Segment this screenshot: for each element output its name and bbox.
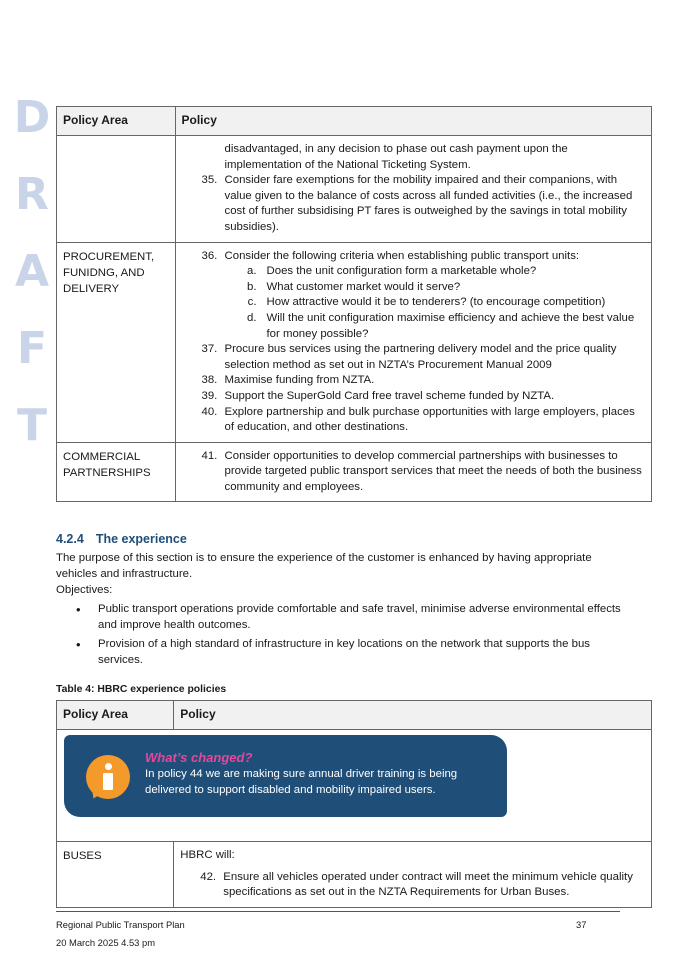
watermark-letter: F	[16, 323, 48, 374]
section-heading	[56, 532, 187, 546]
table-caption: Table 4: HBRC experience policies	[56, 684, 227, 695]
draft-watermark	[12, 92, 52, 452]
policy-cell	[175, 442, 651, 502]
footer-doc-title: Regional Public Transport Plan	[56, 919, 185, 930]
policy-item: 39. Support the SuperGold Card free travel scheme funded by NZTA.	[201, 389, 555, 402]
policy-item: 38. Maximise funding from NZTA.	[201, 374, 375, 387]
footer-date: 20 March 2025 4.53 pm	[56, 937, 156, 948]
policy-item: 35. Consider fare exemptions for the mobility impaired and their companions, with value given to the balance of costs across all funded activities (i.e., the increased cost of further subsidising PT fares is outweighed by the savings in total mobility subsidies).	[201, 174, 633, 233]
policy-cell	[175, 242, 651, 442]
page-number: 37	[576, 919, 587, 930]
watermark-letter: R	[15, 169, 49, 220]
list-item: • Provision of a high standard of infrastructure in key locations on the network that supports the bus services.	[56, 637, 621, 668]
table-row	[57, 242, 652, 442]
section-intro: The purpose of this section is to ensure the experience of the customer is enhanced by having appropriate vehicles and infrastructure.	[56, 552, 592, 580]
sub-item: a. Does the unit configuration form a marketable whole?	[247, 265, 537, 278]
table-row	[57, 842, 652, 908]
sub-item: b. What customer market would it serve?	[247, 280, 461, 293]
policy-cell	[175, 136, 651, 243]
section-title: The experience	[95, 532, 187, 546]
watermark-letter: D	[13, 92, 51, 143]
objectives-list	[56, 602, 621, 672]
table-row	[57, 442, 652, 502]
callout-text: In policy 44 we are making sure annual driver training is being delivered to support disabled and mobility impaired users.	[145, 768, 458, 796]
policy-continued-text: disadvantaged, in any decision to phase out cash payment upon the implementation of the National Ticketing System.	[224, 143, 568, 171]
policy-area-cell: BUSES	[57, 842, 174, 908]
table-row	[57, 136, 652, 243]
policy-item: 42. Ensure all vehicles operated under contract will meet the minimum vehicle quality specifications as set out in the NZTA Requirements for Urban Buses.	[200, 870, 633, 899]
header-policy-area: Policy Area	[57, 107, 176, 136]
header-policy: Policy	[175, 107, 651, 136]
callout-title: What’s changed?	[145, 750, 253, 765]
header-policy: Policy	[174, 701, 652, 730]
policy-area-cell: PROCUREMENT, FUNIDNG, AND DELIVERY	[57, 242, 176, 442]
policy-area-cell	[57, 136, 176, 243]
section-number: 4.2.4	[56, 532, 84, 546]
policy-area-cell: COMMERCIAL PARTNERSHIPS	[57, 442, 176, 502]
watermark-letter: T	[16, 400, 47, 451]
list-item: • Public transport operations provide comfortable and safe travel, minimise adverse environmental effects and improve health outcomes.	[56, 602, 621, 633]
policy-item: 37. Procure bus services using the partnering delivery model and the price quality selection method as set out in NZTA’s Procurement Manual 2009	[201, 343, 617, 371]
policy-intro: HBRC will:	[180, 849, 235, 861]
header-policy-area: Policy Area	[57, 701, 174, 730]
watermark-letter: A	[14, 246, 50, 297]
policy-cell	[174, 842, 652, 908]
policy-item: 41. Consider opportunities to develop commercial partnerships with businesses to provide targeted public transport services that meet the needs of both the business community and employees.	[201, 449, 642, 493]
policy-table-procurement	[56, 106, 652, 502]
info-icon	[86, 755, 130, 799]
policy-item: 36. Consider the following criteria when establishing public transport units: a. Does the unit configuration form a marketable whole? b. What customer market would it serve? c. How attractive would it be to tenderers? (to encourage competition) d. Will the unit configuration maximise efficiency and achieve the best value for money possible?	[182, 249, 645, 343]
sub-item: c. How attractive would it be to tenderers? (to encourage competition)	[247, 296, 606, 309]
sub-item: d. Will the unit configuration maximise efficiency and achieve the best value for money possible?	[247, 311, 635, 340]
objectives-label: Objectives:	[56, 584, 113, 596]
policy-item: 40. Explore partnership and bulk purchase opportunities with large employers, places of education, and other destinations.	[201, 405, 635, 434]
whats-changed-callout	[64, 735, 507, 817]
footer-divider	[56, 911, 620, 912]
